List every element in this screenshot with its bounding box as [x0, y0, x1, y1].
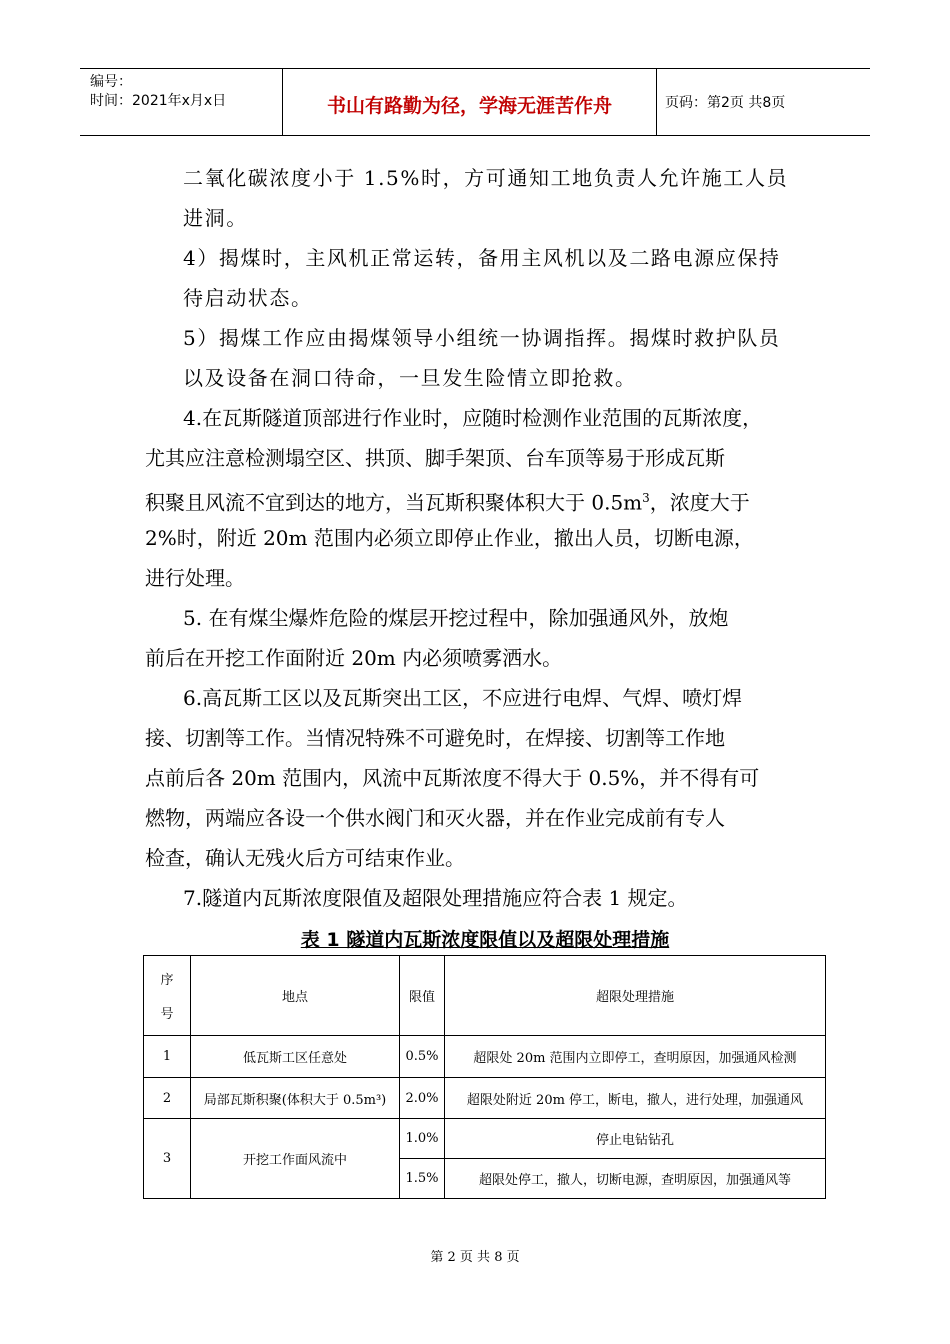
table-header-row — [144, 956, 826, 1036]
cell-place: 低瓦斯工区任意处 — [191, 1036, 400, 1078]
cell-measure: 超限处停工，撤人，切断电源，查明原因，加强通风等 — [445, 1159, 826, 1199]
table-row — [144, 1078, 826, 1119]
document-body — [145, 158, 835, 918]
paragraph-line: 尤其应注意检测塌空区、拱顶、脚手架顶、台车顶等易于形成瓦斯 — [145, 446, 725, 470]
table-row — [144, 1036, 826, 1078]
paragraph-line: 进洞。 — [183, 206, 248, 230]
cell-limit: 0.5% — [400, 1036, 445, 1078]
paragraph-line: 接、切割等工作。当情况特殊不可避免时，在焊接、切割等工作地 — [145, 726, 725, 750]
document-number-label: 编号： — [90, 74, 132, 90]
superscript-three: 3 — [642, 491, 650, 505]
paragraph-line — [145, 478, 835, 518]
cell-measure: 停止电钻钻孔 — [445, 1119, 826, 1159]
header-motto: 书山有路勤为径，学海无涯苦作舟 — [283, 69, 657, 135]
paragraph-line: 2%时，附近 20m 范围内必须立即停止作业，撤出人员，切断电源， — [145, 526, 754, 550]
header-measure: 超限处理措施 — [445, 956, 826, 1036]
paragraph-line: 5. 在有煤尘爆炸危险的煤层开挖过程中，除加强通风外，放炮 — [183, 606, 729, 630]
paragraph-line: 点前后各 20m 范围内，风流中瓦斯浓度不得大于 0.5%，并不得有可 — [145, 766, 760, 790]
cell-seq: 1 — [144, 1036, 191, 1078]
cell-seq: 3 — [144, 1119, 191, 1199]
paragraph-line: 前后在开挖工作面附近 20m 内必须喷雾洒水。 — [145, 646, 563, 670]
cell-limit: 1.5% — [400, 1159, 445, 1199]
table-title — [145, 925, 825, 952]
cell-limit: 1.0% — [400, 1119, 445, 1159]
header-place: 地点 — [191, 956, 400, 1036]
header-seq-a: 序 — [160, 973, 174, 988]
header-meta — [80, 69, 283, 135]
text-span: ，浓度大于 — [649, 490, 750, 515]
header-seq — [144, 956, 191, 1036]
cell-measure: 超限处 20m 范围内立即停工，查明原因，加强通风检测 — [445, 1036, 826, 1078]
table-title-text: 表 1 隧道内瓦斯浓度限值以及超限处理措施 — [300, 929, 670, 951]
text-span: 积聚且风流不宜到达的地方，当瓦斯积聚体积大于 0.5m — [145, 490, 643, 515]
cell-place: 局部瓦斯积聚(体积大于 0.5m³) — [191, 1078, 400, 1119]
cell-place: 开挖工作面风流中 — [191, 1119, 400, 1199]
paragraph-line: 进行处理。 — [145, 566, 245, 590]
paragraph-line: 4.在瓦斯隧道顶部进行作业时，应随时检测作业范围的瓦斯浓度， — [183, 406, 763, 430]
paragraph-line: 6.高瓦斯工区以及瓦斯突出工区，不应进行电焊、气焊、喷灯焊 — [183, 686, 743, 710]
table-row — [144, 1119, 826, 1159]
paragraph-line: 二氧化碳浓度小于 1.5%时，方可通知工地负责人允许施工人员 — [183, 166, 789, 190]
header-limit: 限值 — [400, 956, 445, 1036]
cell-seq: 2 — [144, 1078, 191, 1119]
paragraph-line: 待启动状态。 — [183, 286, 313, 310]
header-page-number: 页码：第2页 共8页 — [665, 95, 786, 111]
page-header — [80, 68, 870, 136]
paragraph-line: 5）揭煤工作应由揭煤领导小组统一协调指挥。揭煤时救护队员 — [183, 326, 781, 350]
paragraph-line: 检查，确认无残火后方可结束作业。 — [145, 846, 465, 870]
document-date: 时间：2021年x月x日 — [90, 93, 227, 109]
gas-limit-table — [143, 955, 826, 1199]
cell-measure: 超限处附近 20m 停工，断电，撤人，进行处理，加强通风 — [445, 1078, 826, 1119]
page-footer: 第 2 页 共 8 页 — [430, 1250, 520, 1265]
cell-limit: 2.0% — [400, 1078, 445, 1119]
header-seq-b: 号 — [160, 1007, 174, 1022]
paragraph-line: 燃物，两端应各设一个供水阀门和灭火器，并在作业完成前有专人 — [145, 806, 725, 830]
paragraph-line: 4）揭煤时，主风机正常运转，备用主风机以及二路电源应保持 — [183, 246, 781, 270]
paragraph-line: 7.隧道内瓦斯浓度限值及超限处理措施应符合表 1 规定。 — [183, 886, 688, 910]
paragraph-line: 以及设备在洞口待命，一旦发生险情立即抢救。 — [183, 366, 637, 390]
